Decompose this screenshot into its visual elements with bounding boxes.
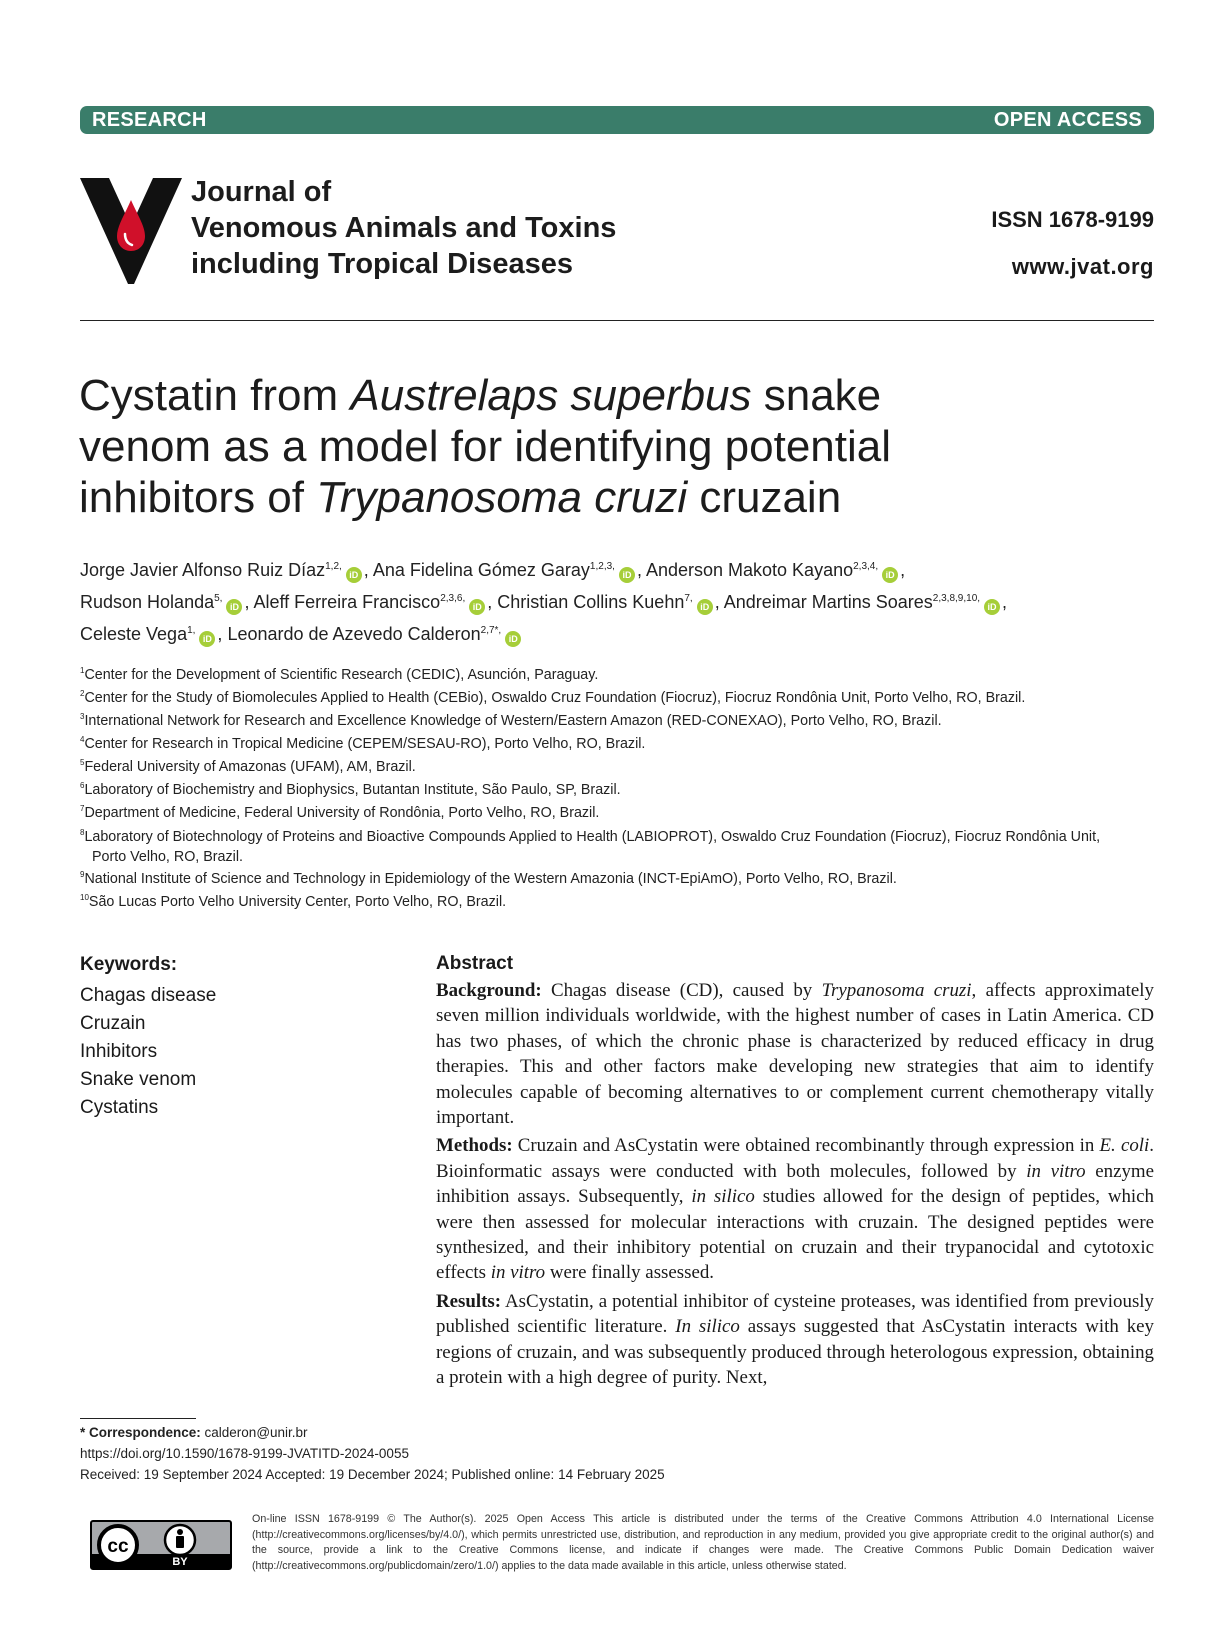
orcid-icon[interactable]: iD xyxy=(697,599,713,615)
keyword-item: Chagas disease xyxy=(80,985,217,1006)
journal-website-link[interactable]: www.jvat.org xyxy=(1011,254,1154,279)
affiliation-item: $^3$International Network for Research and Excellence Knowledge of Western/Eastern Amazon (RED-CONEXAO), Porto Velho, RO, Brazil. xyxy=(80,712,942,729)
affiliation-item: $^4$Center for Research in Tropical Medicine (CEPEM/SESAU-RO), Porto Velho, RO, Brazil. xyxy=(80,735,646,752)
research-label: RESEARCH xyxy=(92,108,207,131)
author-name: Anderson Makoto Kayano xyxy=(645,560,854,580)
license-text: On-line ISSN 1678-9199 © The Author(s). 2025 Open Access This article is distributed under the terms of the Creative Commons Attribution 4.0 International License (http://creativecommons.org/licenses/by/4.0/), which permits unrestricted use, distribution, and reproduction in any medium, provided you give appropriate credit to the original author(s) and the source, provide a link to the Creative Commons license, and indicate if changes were made. The Creative Commons Public Domain Dedication waiver (http://creativecommons.org/publicdomain/zero/1.0/) applies to the data made available in this article, unless otherwise stated. xyxy=(252,1513,1154,1572)
journal-title-line: Journal of xyxy=(191,176,332,208)
abstract-background: Background: Chagas disease (CD), caused by Trypanosoma cruzi, affects approximately seven million individuals worldwide, with the highest number of cases in Latin America. CD has two phases, of which the chronic phase is characterized by reduced efficacy in drug therapies. This and other factors make developing new strategies that aim to identify molecules capable of becoming alternatives to or complement current chemotherapy vitally important. xyxy=(436,980,1154,1129)
author-list: Jorge Javier Alfonso Ruiz Díaz$^{1,2,}$iD , Ana Fidelina Gómez Garay$^{1,2,3,}$iD , Anderson Makoto Kayano$^{2,3,4,}$iD , Rudson Holanda$^{5,}$iD , Aleff Ferreira Francisco$^{2,3,6,}$iD , Christian Collins Kuehn$^{7,}$iD , Andreimar Martins Soares$^{2,3,8,9,10,}$iD , Celeste Vega$^{1,}$iD , Leonardo de Azevedo Calderon$^{2,7*,}$iD xyxy=(80,554,1007,650)
correspondence-block xyxy=(80,1422,665,1485)
journal-title xyxy=(191,174,616,282)
author-name: Christian Collins Kuehn xyxy=(497,592,685,612)
author-name: Jorge Javier Alfonso Ruiz Díaz xyxy=(80,560,326,580)
keyword-item: Cruzain xyxy=(80,1013,146,1034)
cc-by-license-icon[interactable] xyxy=(90,1520,232,1570)
keyword-item: Cystatins xyxy=(80,1097,159,1118)
affiliation-item: $^1$Center for the Development of Scientific Research (CEDIC), Asunción, Paraguay. xyxy=(80,666,599,683)
author-name: Rudson Holanda xyxy=(80,592,215,612)
author-name: Celeste Vega xyxy=(80,624,188,644)
abstract-heading: Abstract xyxy=(436,953,514,974)
article-type-banner xyxy=(80,106,1154,134)
keywords-list xyxy=(80,982,216,1122)
orcid-icon[interactable]: iD xyxy=(505,631,521,647)
author-name: Aleff Ferreira Francisco xyxy=(253,592,441,612)
correspondence-label: * Correspondence: xyxy=(80,1425,201,1440)
article-title: Cystatin from Austrelaps superbus snake venom as a model for identifying potential inhibitors of Trypanosoma cruzi cruzain xyxy=(79,371,892,522)
orcid-icon[interactable]: iD xyxy=(226,599,242,615)
issn: ISSN 1678-9199 xyxy=(991,207,1154,232)
doi-link[interactable]: https://doi.org/10.1590/1678-9199-JVATITD-2024-0055 xyxy=(80,1446,409,1461)
affiliation-item: $^5$Federal University of Amazonas (UFAM), AM, Brazil. xyxy=(80,758,416,775)
correspondence-email-link[interactable]: calderon@unir.br xyxy=(200,1425,308,1440)
affiliation-item: $^6$Laboratory of Biochemistry and Biophysics, Butantan Institute, São Paulo, SP, Brazil. xyxy=(80,781,621,798)
keyword-item: Inhibitors xyxy=(80,1041,158,1062)
svg-text:BY: BY xyxy=(172,1556,188,1568)
cc-by-graphic xyxy=(92,1522,230,1568)
footnote-rule xyxy=(80,1418,196,1419)
abstract-methods: Methods: Cruzain and AsCystatin were obtained recombinantly through expression in E. coli. Bioinformatic assays were conducted with both molecules, followed by in vitro enzyme inhibition assays. Subsequently, in silico studies allowed for the design of peptides, which were then assessed for molecular interactions with cruzain. The designed peptides were synthesized, and their inhibitory potential on cruzain and their trypanocidal and cytotoxic effects in vitro were finally assessed. xyxy=(436,1135,1155,1284)
journal-title-line: including Tropical Diseases xyxy=(191,248,573,280)
author-name: Andreimar Martins Soares xyxy=(723,592,933,612)
abstract xyxy=(436,952,1154,1394)
affiliation-item: $^8$Laboratory of Biotechnology of Proteins and Bioactive Compounds Applied to Health (LABIOPROT), Oswaldo Cruz Foundation (Fiocruz), Fiocruz Rondônia Unit, Porto Velho, RO, Brazil. xyxy=(80,828,1101,865)
journal-title-line: Venomous Animals and Toxins xyxy=(191,212,617,244)
author-name: Ana Fidelina Gómez Garay xyxy=(372,560,590,580)
keywords-heading: Keywords: xyxy=(80,954,178,975)
affiliation-item: $^7$Department of Medicine, Federal University of Rondônia, Porto Velho, RO, Brazil. xyxy=(80,804,600,821)
header-divider xyxy=(80,320,1154,321)
orcid-icon[interactable]: iD xyxy=(469,599,485,615)
affiliation-item: $^2$Center for the Study of Biomolecules Applied to Health (CEBio), Oswaldo Cruz Foundation (Fiocruz), Fiocruz Rondônia Unit, Porto Velho, RO, Brazil. xyxy=(80,689,1026,706)
open-access-label: OPEN ACCESS xyxy=(993,108,1142,131)
orcid-icon[interactable]: iD xyxy=(346,567,362,583)
svg-text:cc: cc xyxy=(107,1536,129,1557)
abstract-results: Results: AsCystatin, a potential inhibitor of cysteine proteases, was identified from previously published scientific literature. In silico assays suggested that AsCystatin interacts with key regions of cruzain, and was subsequently produced through heterologous expression, obtaining a protein with a high degree of purity. Next, xyxy=(436,1290,1154,1389)
journal-logo-icon xyxy=(80,178,182,284)
affiliation-item: $^9$National Institute of Science and Technology in Epidemiology of the Western Amazonia (INCT-EpiAmO), Porto Velho, RO, Brazil. xyxy=(80,870,897,887)
affiliation-item: $^{10}$São Lucas Porto Velho University Center, Porto Velho, RO, Brazil. xyxy=(80,893,507,910)
keyword-item: Snake venom xyxy=(80,1069,197,1090)
author-name: Leonardo de Azevedo Calderon xyxy=(227,624,481,644)
publication-dates: Received: 19 September 2024 Accepted: 19 December 2024; Published online: 14 February 2025 xyxy=(80,1467,665,1482)
orcid-icon[interactable]: iD xyxy=(619,567,635,583)
orcid-icon[interactable]: iD xyxy=(199,631,215,647)
affiliation-list xyxy=(80,664,1160,914)
orcid-icon[interactable]: iD xyxy=(984,599,1000,615)
orcid-icon[interactable]: iD xyxy=(882,567,898,583)
